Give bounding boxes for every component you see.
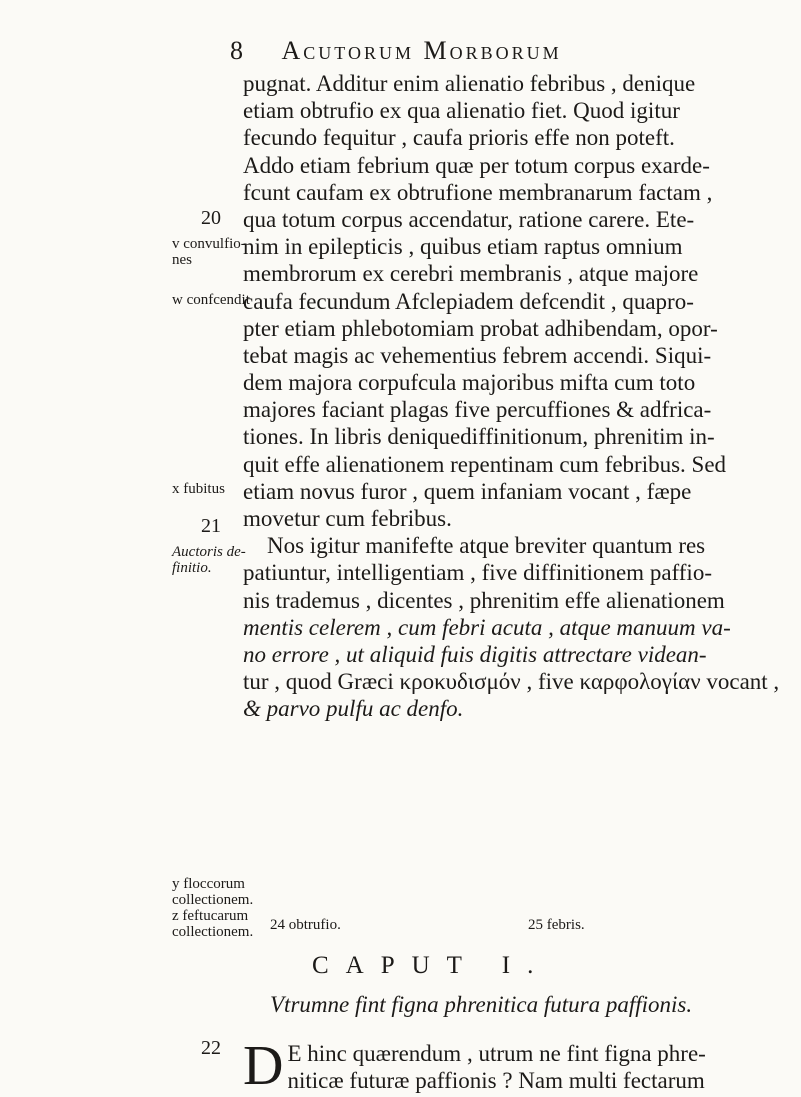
margin-note-convulsiones: v convulfio- <box>172 236 246 252</box>
text-line: nis trademus , dicentes , phrenitim effe alienationem <box>243 587 725 613</box>
main-text <box>243 70 780 723</box>
text-line: tur , quod Græci κροκυδισμόν , five καρφολογίαν vocant , <box>243 669 780 695</box>
chapter-text <box>243 1035 763 1097</box>
text-line: quit effe alienationem repentinam cum febribus. Sed <box>243 451 727 477</box>
text-line: E hinc quærendum , utrum ne fint figna phre- <box>287 1041 706 1066</box>
footnote-25: 25 febris. <box>528 917 585 933</box>
margin-note-finitio: finitio. <box>172 560 212 576</box>
text-line: no errore , ut aliquid fuis digitis attrectare videan- <box>243 641 707 667</box>
text-line: tebat magis ac vehementius febrem accendi. Siqui- <box>243 342 712 368</box>
text-line: etiam obtrufio ex qua alienatio fiet. Quod igitur <box>243 98 680 124</box>
page-header <box>230 36 562 66</box>
page-number: 8 <box>230 36 245 65</box>
text-line: nim in epilepticis , quibus etiam raptus omnium <box>243 234 683 260</box>
text-line: majores faciant plagas five percuffiones & adfrica- <box>243 397 712 423</box>
text-line: fcunt caufam ex obtrufione membranarum factam , <box>243 179 713 205</box>
margin-note-fubitus: x fubitus <box>172 481 225 497</box>
text-line: mentis celerem , cum febri acuta , atque manuum va- <box>243 614 731 640</box>
margin-number-21: 21 <box>201 515 221 537</box>
margin-note-confcendit: w confcendit <box>172 292 250 308</box>
text-line: tiones. In libris deniquediffinitionum, phrenitim in- <box>243 424 715 450</box>
margin-number-20: 20 <box>201 207 221 229</box>
margin-note-collectionem: collectionem. <box>172 924 254 940</box>
chapter-heading: CAPUT I. <box>312 952 551 979</box>
text-line: Nos igitur manifefte atque breviter quantum res <box>267 533 706 559</box>
footnote-24: 24 obtrufio. <box>270 917 341 933</box>
text-line: dem majora corpufcula majoribus mifta cum toto <box>243 370 696 396</box>
text-line: etiam novus furor , quem infaniam vocant , fæpe <box>243 478 692 504</box>
chapter-title: Vtrumne fint figna phrenitica futura paffionis. <box>270 992 693 1017</box>
text-line: caufa fecundum Afclepiadem defcendit , quapro- <box>243 288 694 314</box>
margin-note-auctoris: Auctoris de- <box>172 544 246 560</box>
margin-note-floccorum: y floccorum <box>172 876 245 892</box>
margin-number-22: 22 <box>201 1037 221 1059</box>
text-line: fecundo fequitur , caufa prioris effe non poteft. <box>243 125 675 151</box>
text-line: membrorum ex cerebri membranis , atque majore <box>243 261 699 287</box>
text-line: Addo etiam febrium quæ per totum corpus exarde- <box>243 152 710 178</box>
text-line: niticæ futuræ paffionis ? Nam multi fectarum <box>287 1068 705 1094</box>
text-line: & parvo pulfu ac denfo. <box>243 696 464 722</box>
margin-note-nes: nes <box>172 252 192 268</box>
text-line: movetur cum febribus. <box>243 506 452 531</box>
margin-note-collectionem: collectionem. <box>172 892 254 908</box>
text-line: qua totum corpus accendatur, ratione carere. Ete- <box>243 206 695 232</box>
running-title: Acutorum Morborum <box>281 36 562 65</box>
text-line: pugnat. Additur enim alienatio febribus , denique <box>243 71 696 96</box>
text-line: pter etiam phlebotomiam probat adhibendam, opor- <box>243 315 718 341</box>
drop-cap: D <box>243 1035 284 1097</box>
text-line: patiuntur, intelligentiam , five diffinitionem paffio- <box>243 560 712 586</box>
margin-note-festucarum: z feftucarum <box>172 908 249 924</box>
